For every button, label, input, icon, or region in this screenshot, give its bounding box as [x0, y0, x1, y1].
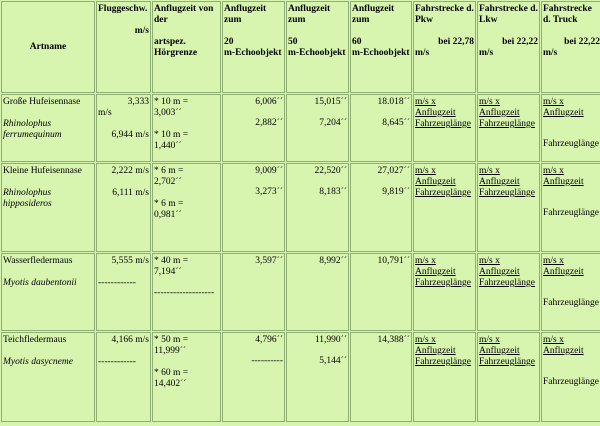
- cell-artname: [1, 94, 95, 162]
- header-text: der: [154, 15, 168, 25]
- header-text: m/s: [479, 48, 494, 58]
- formula-text: Fahrzeuglänge: [479, 119, 535, 129]
- time-value: 9,009´´: [255, 166, 283, 176]
- header-row: [1, 1, 600, 93]
- cell-hoergrenze: [152, 163, 221, 252]
- time-value: 8,645´´: [382, 118, 410, 128]
- cell-truck: [541, 253, 600, 331]
- header-text: Anflugzeit: [352, 4, 395, 14]
- cell-20m: [222, 332, 285, 422]
- header-anflugzeit-20m: [222, 1, 285, 93]
- time-value: 2,882´´: [255, 118, 283, 128]
- formula-text: Fahrzeuglänge: [479, 357, 535, 367]
- formula-text: m/s x: [479, 256, 500, 266]
- formula-text: m/s x: [543, 335, 564, 345]
- header-text: zum: [288, 15, 306, 25]
- cell-20m: [222, 163, 285, 252]
- time-value: 10,791´´: [377, 256, 410, 266]
- hoergrenze-text: * 6 m =: [154, 166, 184, 176]
- species-latin: ferrumequinum: [3, 130, 62, 140]
- cell-hoergrenze: [152, 332, 221, 422]
- cell-pkw: [413, 253, 476, 331]
- species-name: Kleine Hufeisennase: [3, 166, 82, 176]
- cell-truck: [541, 94, 600, 162]
- formula-text: m/s x: [479, 335, 500, 345]
- speed-value: 4,166 m/s: [111, 335, 149, 345]
- table-row: [1, 94, 600, 162]
- header-anflugzeit-60m: [350, 1, 412, 93]
- cell-speed: [96, 94, 151, 162]
- species-latin: Myotis daubentonii: [3, 278, 77, 288]
- cell-50m: [286, 94, 349, 162]
- species-latin: Rhinolophus: [3, 119, 52, 129]
- formula-text: m/s x: [543, 97, 564, 107]
- header-text: m/s: [134, 26, 149, 36]
- time-value: 22,520´´: [314, 166, 347, 176]
- formula-text: Anflugzeit: [479, 108, 520, 118]
- time-value: 27,027´´: [377, 166, 410, 176]
- formula-text: Anflugzeit: [543, 108, 584, 118]
- header-text: Anflugzeit von: [154, 4, 214, 14]
- cell-speed: [96, 163, 151, 252]
- cell-speed: [96, 253, 151, 331]
- table-row: [1, 253, 600, 331]
- header-text: bei 22,22: [502, 37, 538, 47]
- header-artname: Artname: [1, 1, 95, 93]
- hoergrenze-text: * 60 m =: [154, 368, 189, 378]
- header-text: d. Truck: [543, 15, 578, 25]
- hoergrenze-dashes: -------------------: [154, 288, 215, 298]
- cell-20m: [222, 94, 285, 162]
- cell-pkw: [413, 163, 476, 252]
- header-text: Pkw: [415, 15, 433, 25]
- formula-text: Fahrzeuglänge: [543, 139, 599, 149]
- formula-text: Anflugzeit: [543, 346, 584, 356]
- table-row: [1, 332, 600, 422]
- header-text: Anflugzeit: [224, 4, 267, 14]
- header-fluggeschwindigkeit: [96, 1, 151, 93]
- header-anflugzeit-50m: [286, 1, 349, 93]
- cell-lkw: [477, 332, 540, 422]
- formula-text: Fahrzeuglänge: [543, 298, 599, 308]
- formula-text: Fahrzeuglänge: [479, 278, 535, 288]
- speed-dashes: ------------: [98, 357, 136, 367]
- time-value: 7,204´´: [319, 118, 347, 128]
- header-text: 20: [224, 37, 234, 47]
- time-dashes: ----------: [251, 356, 283, 366]
- speed-value: 6,944 m/s: [111, 130, 149, 140]
- formula-text: m/s x: [479, 97, 500, 107]
- header-text: artspez.: [154, 37, 186, 47]
- header-text: m/s: [543, 48, 558, 58]
- header-text: bei 22,22: [564, 37, 600, 47]
- header-text: m-Echoobjekt: [288, 48, 346, 58]
- cell-50m: [286, 253, 349, 331]
- cell-pkw: [413, 94, 476, 162]
- formula-text: Anflugzeit: [479, 267, 520, 277]
- cell-hoergrenze: [152, 253, 221, 331]
- formula-text: Anflugzeit: [415, 177, 456, 187]
- time-value: 11,990´´: [314, 335, 347, 345]
- speed-unit: m/s: [98, 108, 112, 118]
- formula-text: Anflugzeit: [415, 108, 456, 118]
- cell-hoergrenze: [152, 94, 221, 162]
- formula-text: Fahrzeuglänge: [543, 377, 599, 387]
- cell-lkw: [477, 253, 540, 331]
- formula-text: Fahrzeuglänge: [415, 278, 471, 288]
- time-value: 3,597´´: [255, 256, 283, 266]
- speed-value: 6,111 m/s: [112, 188, 149, 198]
- formula-text: m/s x: [415, 97, 436, 107]
- cell-20m: [222, 253, 285, 331]
- formula-text: Anflugzeit: [479, 177, 520, 187]
- hoergrenze-text: * 6 m =: [154, 199, 184, 209]
- formula-text: Fahrzeuglänge: [415, 188, 471, 198]
- formula-text: Fahrzeuglänge: [479, 188, 535, 198]
- species-latin: hipposideros: [3, 199, 52, 209]
- header-text: Fluggeschw.: [98, 4, 148, 14]
- header-text: zum: [352, 15, 370, 25]
- header-text: Anflugzeit: [288, 4, 331, 14]
- cell-50m: [286, 332, 349, 422]
- time-value: 9,819´´: [382, 187, 410, 197]
- speed-value: 2,222 m/s: [111, 166, 149, 176]
- formula-text: m/s x: [415, 335, 436, 345]
- formula-text: m/s x: [479, 166, 500, 176]
- cell-60m: [350, 94, 412, 162]
- formula-text: m/s x: [543, 256, 564, 266]
- header-text: zum: [224, 15, 242, 25]
- formula-text: m/s x: [415, 256, 436, 266]
- time-value: 3,273´´: [255, 187, 283, 197]
- species-latin: Myotis dasycneme: [3, 357, 73, 367]
- time-value: 4,796´´: [255, 335, 283, 345]
- cell-60m: [350, 163, 412, 252]
- hoergrenze-text: 3,003´´: [154, 108, 182, 118]
- speed-value: 3,333: [127, 97, 149, 107]
- time-value: 8,183´´: [319, 187, 347, 197]
- header-text: bei 22,78: [438, 37, 474, 47]
- hoergrenze-text: 0,981´´: [154, 210, 182, 220]
- header-text: m/s: [415, 48, 430, 58]
- time-value: 15,015´´: [314, 97, 347, 107]
- header-text: Fahrstrecke d.: [479, 4, 538, 14]
- hoergrenze-text: * 10 m =: [154, 130, 189, 140]
- header-text: Hörgrenze: [154, 48, 198, 58]
- header-anflugzeit-hoergrenze: [152, 1, 221, 93]
- header-text: Fahrstrecke: [543, 4, 592, 14]
- speed-dashes: ------------: [98, 278, 136, 288]
- header-fahrstrecke-lkw: [477, 1, 540, 93]
- cell-50m: [286, 163, 349, 252]
- formula-text: m/s x: [543, 166, 564, 176]
- cell-artname: [1, 253, 95, 331]
- formula-text: m/s x: [415, 166, 436, 176]
- formula-text: Anflugzeit: [479, 346, 520, 356]
- cell-60m: [350, 332, 412, 422]
- header-text: m-Echoobjekt: [352, 48, 410, 58]
- hoergrenze-text: * 50 m =: [154, 335, 189, 345]
- time-value: 18.018´´: [377, 97, 410, 107]
- cell-artname: [1, 163, 95, 252]
- time-value: 14,388´´: [377, 335, 410, 345]
- cell-artname: [1, 332, 95, 422]
- header-fahrstrecke-truck: [541, 1, 600, 93]
- cell-lkw: [477, 163, 540, 252]
- formula-text: Anflugzeit: [543, 267, 584, 277]
- formula-text: Anflugzeit: [543, 177, 584, 187]
- cell-lkw: [477, 94, 540, 162]
- header-fahrstrecke-pkw: [413, 1, 476, 93]
- hoergrenze-text: * 10 m =: [154, 97, 189, 107]
- time-value: 8,992´´: [319, 256, 347, 266]
- header-text: Fahrstrecke d.: [415, 4, 474, 14]
- header-text: 50: [288, 37, 298, 47]
- time-value: 6,006´´: [255, 97, 283, 107]
- cell-60m: [350, 253, 412, 331]
- header-text: Lkw: [479, 15, 498, 25]
- formula-text: Fahrzeuglänge: [415, 357, 471, 367]
- hoergrenze-text: 11,999´´: [154, 346, 187, 356]
- hoergrenze-text: 2,702´´: [154, 177, 182, 187]
- species-name: Teichfledermaus: [3, 335, 67, 345]
- formula-text: Fahrzeuglänge: [543, 208, 599, 218]
- formula-text: Anflugzeit: [415, 267, 456, 277]
- hoergrenze-text: 7,194´´: [154, 267, 182, 277]
- cell-pkw: [413, 332, 476, 422]
- hoergrenze-text: 1,440´´: [154, 141, 182, 151]
- header-text: 60: [352, 37, 362, 47]
- formula-text: Anflugzeit: [415, 346, 456, 356]
- hoergrenze-text: 14,402´´: [154, 379, 187, 389]
- formula-text: Fahrzeuglänge: [415, 119, 471, 129]
- species-name: Wasserfledermaus: [3, 256, 73, 266]
- species-name: Große Hufeisennase: [3, 97, 81, 107]
- cell-speed: [96, 332, 151, 422]
- time-value: 5,144´´: [319, 356, 347, 366]
- cell-truck: [541, 163, 600, 252]
- hoergrenze-text: * 40 m =: [154, 256, 189, 266]
- header-text: m-Echoobjekt: [224, 48, 282, 58]
- table-row: [1, 163, 600, 252]
- species-latin: Rhinolophus: [3, 188, 52, 198]
- speed-value: 5,555 m/s: [111, 256, 149, 266]
- cell-truck: [541, 332, 600, 422]
